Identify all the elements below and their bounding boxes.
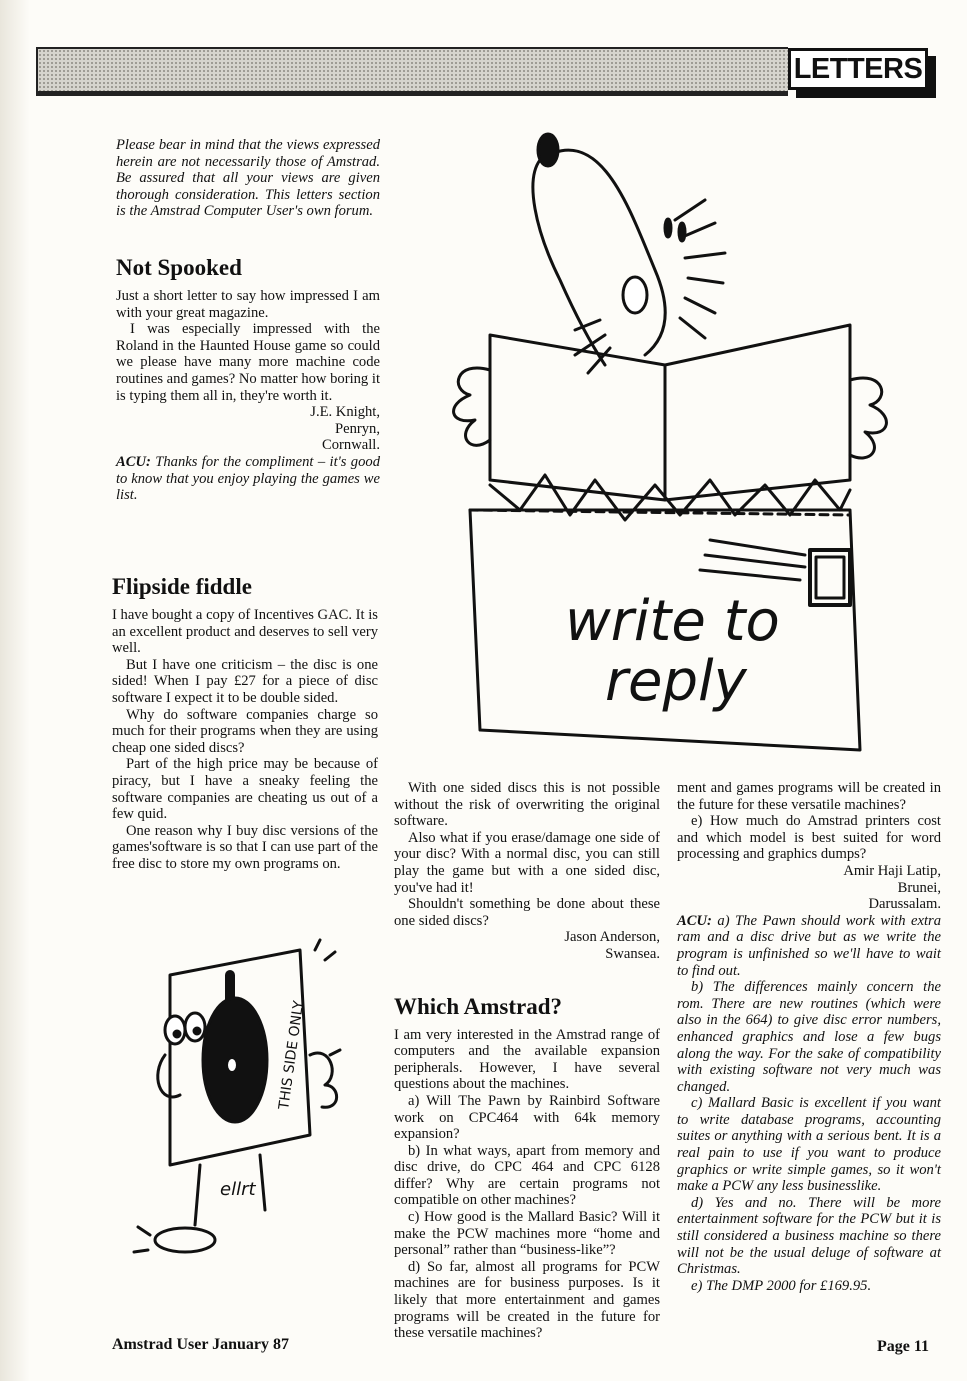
hedgehog-newspaper-illustration [430, 120, 910, 760]
acu-label: ACU: [677, 912, 712, 929]
disc-character-illustration [110, 935, 350, 1295]
heading-not-spooked: Not Spooked [116, 254, 242, 280]
letter-paragraph: Just a short letter to say how impressed I am with your great magazine. [116, 287, 380, 321]
acu-reply-text: Thanks for the compliment – it's good to know that you enjoy playing the games we list. [116, 453, 380, 504]
letter-paragraph: I am very interested in the Amstrad range of computers and the available expansion peripherals. However, I have several questions about the machines. [394, 1026, 660, 1093]
letter-paragraph: e) How much do Amstrad printers cost and which model is best suited for word processing and graphics dumps? [677, 813, 941, 863]
heading-flipside-fiddle: Flipside fiddle [112, 574, 252, 599]
letter-paragraph: Why do software companies charge so much for their programs when they are using cheap one sided discs? [112, 706, 378, 756]
right-column [677, 780, 941, 1294]
left-column [116, 137, 380, 504]
letter-paragraph: I was especially impressed with the Roland in the Haunted House game so could we please have many more machine code routines and games? No matter how boring it is typing them all in, they're worth it. [116, 321, 380, 404]
signature-line: Darussalam. [868, 896, 941, 913]
letter-paragraph: c) How good is the Mallard Basic? Will it make the PCW machines more “home and personal” rather than “business-like”? [394, 1209, 660, 1259]
acu-reply [677, 913, 941, 979]
header-band [36, 47, 788, 93]
signature-line: Amir Haji Latip, [843, 862, 941, 879]
acu-reply-text: e) The DMP 2000 for £169.95. [691, 1277, 872, 1294]
signature-line: Swansea. [605, 945, 660, 962]
letter-paragraph: With one sided discs this is not possible without the risk of overwriting the original software. [394, 780, 660, 830]
letter-paragraph-continued: ment and games programs will be created in the future for these versatile machines? [677, 780, 941, 813]
letter-paragraph: Also what if you erase/damage one side of your disc? With a normal disc, you can still play the game but with a one sided disc, you've had it! [394, 829, 660, 896]
disc-label: THIS SIDE ONLY [276, 999, 308, 1111]
acu-reply-text: a) The Pawn should work with extra ram and a disc drive but as we write the program is unfinished so we'll have to wait to find out. [677, 912, 941, 979]
disclaimer: Please bear in mind that the views expressed herein are not necessarily those of Amstrad. Be assured that all your views are given thorough consideration. This letters section is the Amstrad Computer User's own forum. [116, 137, 380, 220]
envelope-text-line1: write to [565, 589, 780, 654]
section-tag-letters: LETTERS [788, 48, 928, 90]
letter-paragraph: Shouldn't something be done about these one sided discs? [394, 896, 660, 929]
acu-reply-text: b) The differences mainly concern the rom. There are new routines (which were also in the 664) to give disc error numbers, enhanced graphics and lose a few bugs along the way. For the sake of compatibility with existing software not very much was changed. [677, 979, 941, 1095]
signature-line: Jason Anderson, [564, 929, 660, 946]
middle-column [394, 780, 660, 1342]
letter-paragraph: d) So far, almost all programs for PCW machines are for business purposes. Is it likely that more entertainment and games programs will be created in the future for these versatile machines? [394, 1258, 660, 1342]
letter-paragraph: But I have one criticism – the disc is one sided! When I pay £27 for a piece of disc software I expect it to be double sided. [112, 656, 378, 706]
letter-paragraph: One reason why I buy disc versions of the games'software is so that I can use part of the free disc to store my own programs on. [112, 822, 378, 872]
signature-line: Penryn, [335, 420, 380, 437]
letter-paragraph: b) In what ways, apart from memory and disc drive, do CPC 464 and CPC 6128 differ? Why are certain programs not compatible on other machines? [394, 1142, 660, 1209]
signature-line: Cornwall. [322, 437, 380, 454]
left-column-lower [112, 573, 378, 873]
header-rule [36, 93, 788, 96]
artist-signature: ellrt [220, 1179, 256, 1200]
acu-reply-text: c) Mallard Basic is excellent if you want to write database programs, accounting suites or anything with a serious bent. It is a real pain to use if you want to produce graphics or write simple games, so it won't make a PCW any less businesslike. [677, 1095, 941, 1195]
letter-paragraph: Part of the high price may be because of piracy, but I have a sneaky feeling the software companies are cheating us out of a few quid. [112, 756, 378, 823]
acu-reply-text: d) Yes and no. There will be more entertainment software for the PCW but it is still considered a business machine so there will not be the usual deluge of software at Christmas. [677, 1194, 941, 1278]
page-edge [0, 0, 30, 1381]
heading-which-amstrad: Which Amstrad? [394, 993, 563, 1019]
acu-label: ACU: [116, 453, 151, 470]
signature-line: J.E. Knight, [310, 404, 380, 421]
letter-paragraph: I have bought a copy of Incentives GAC. It is an excellent product and deserves to sell very well. [112, 607, 378, 657]
letter-paragraph: a) Will The Pawn by Rainbird Software work on CPC464 with 64k memory expansion? [394, 1092, 660, 1143]
footer-page-number: Page 11 [877, 1338, 929, 1355]
signature-line: Brunei, [897, 879, 941, 896]
envelope-text-line2: reply [605, 649, 747, 714]
footer-magazine-issue: Amstrad User January 87 [112, 1336, 290, 1353]
acu-reply [116, 454, 380, 504]
